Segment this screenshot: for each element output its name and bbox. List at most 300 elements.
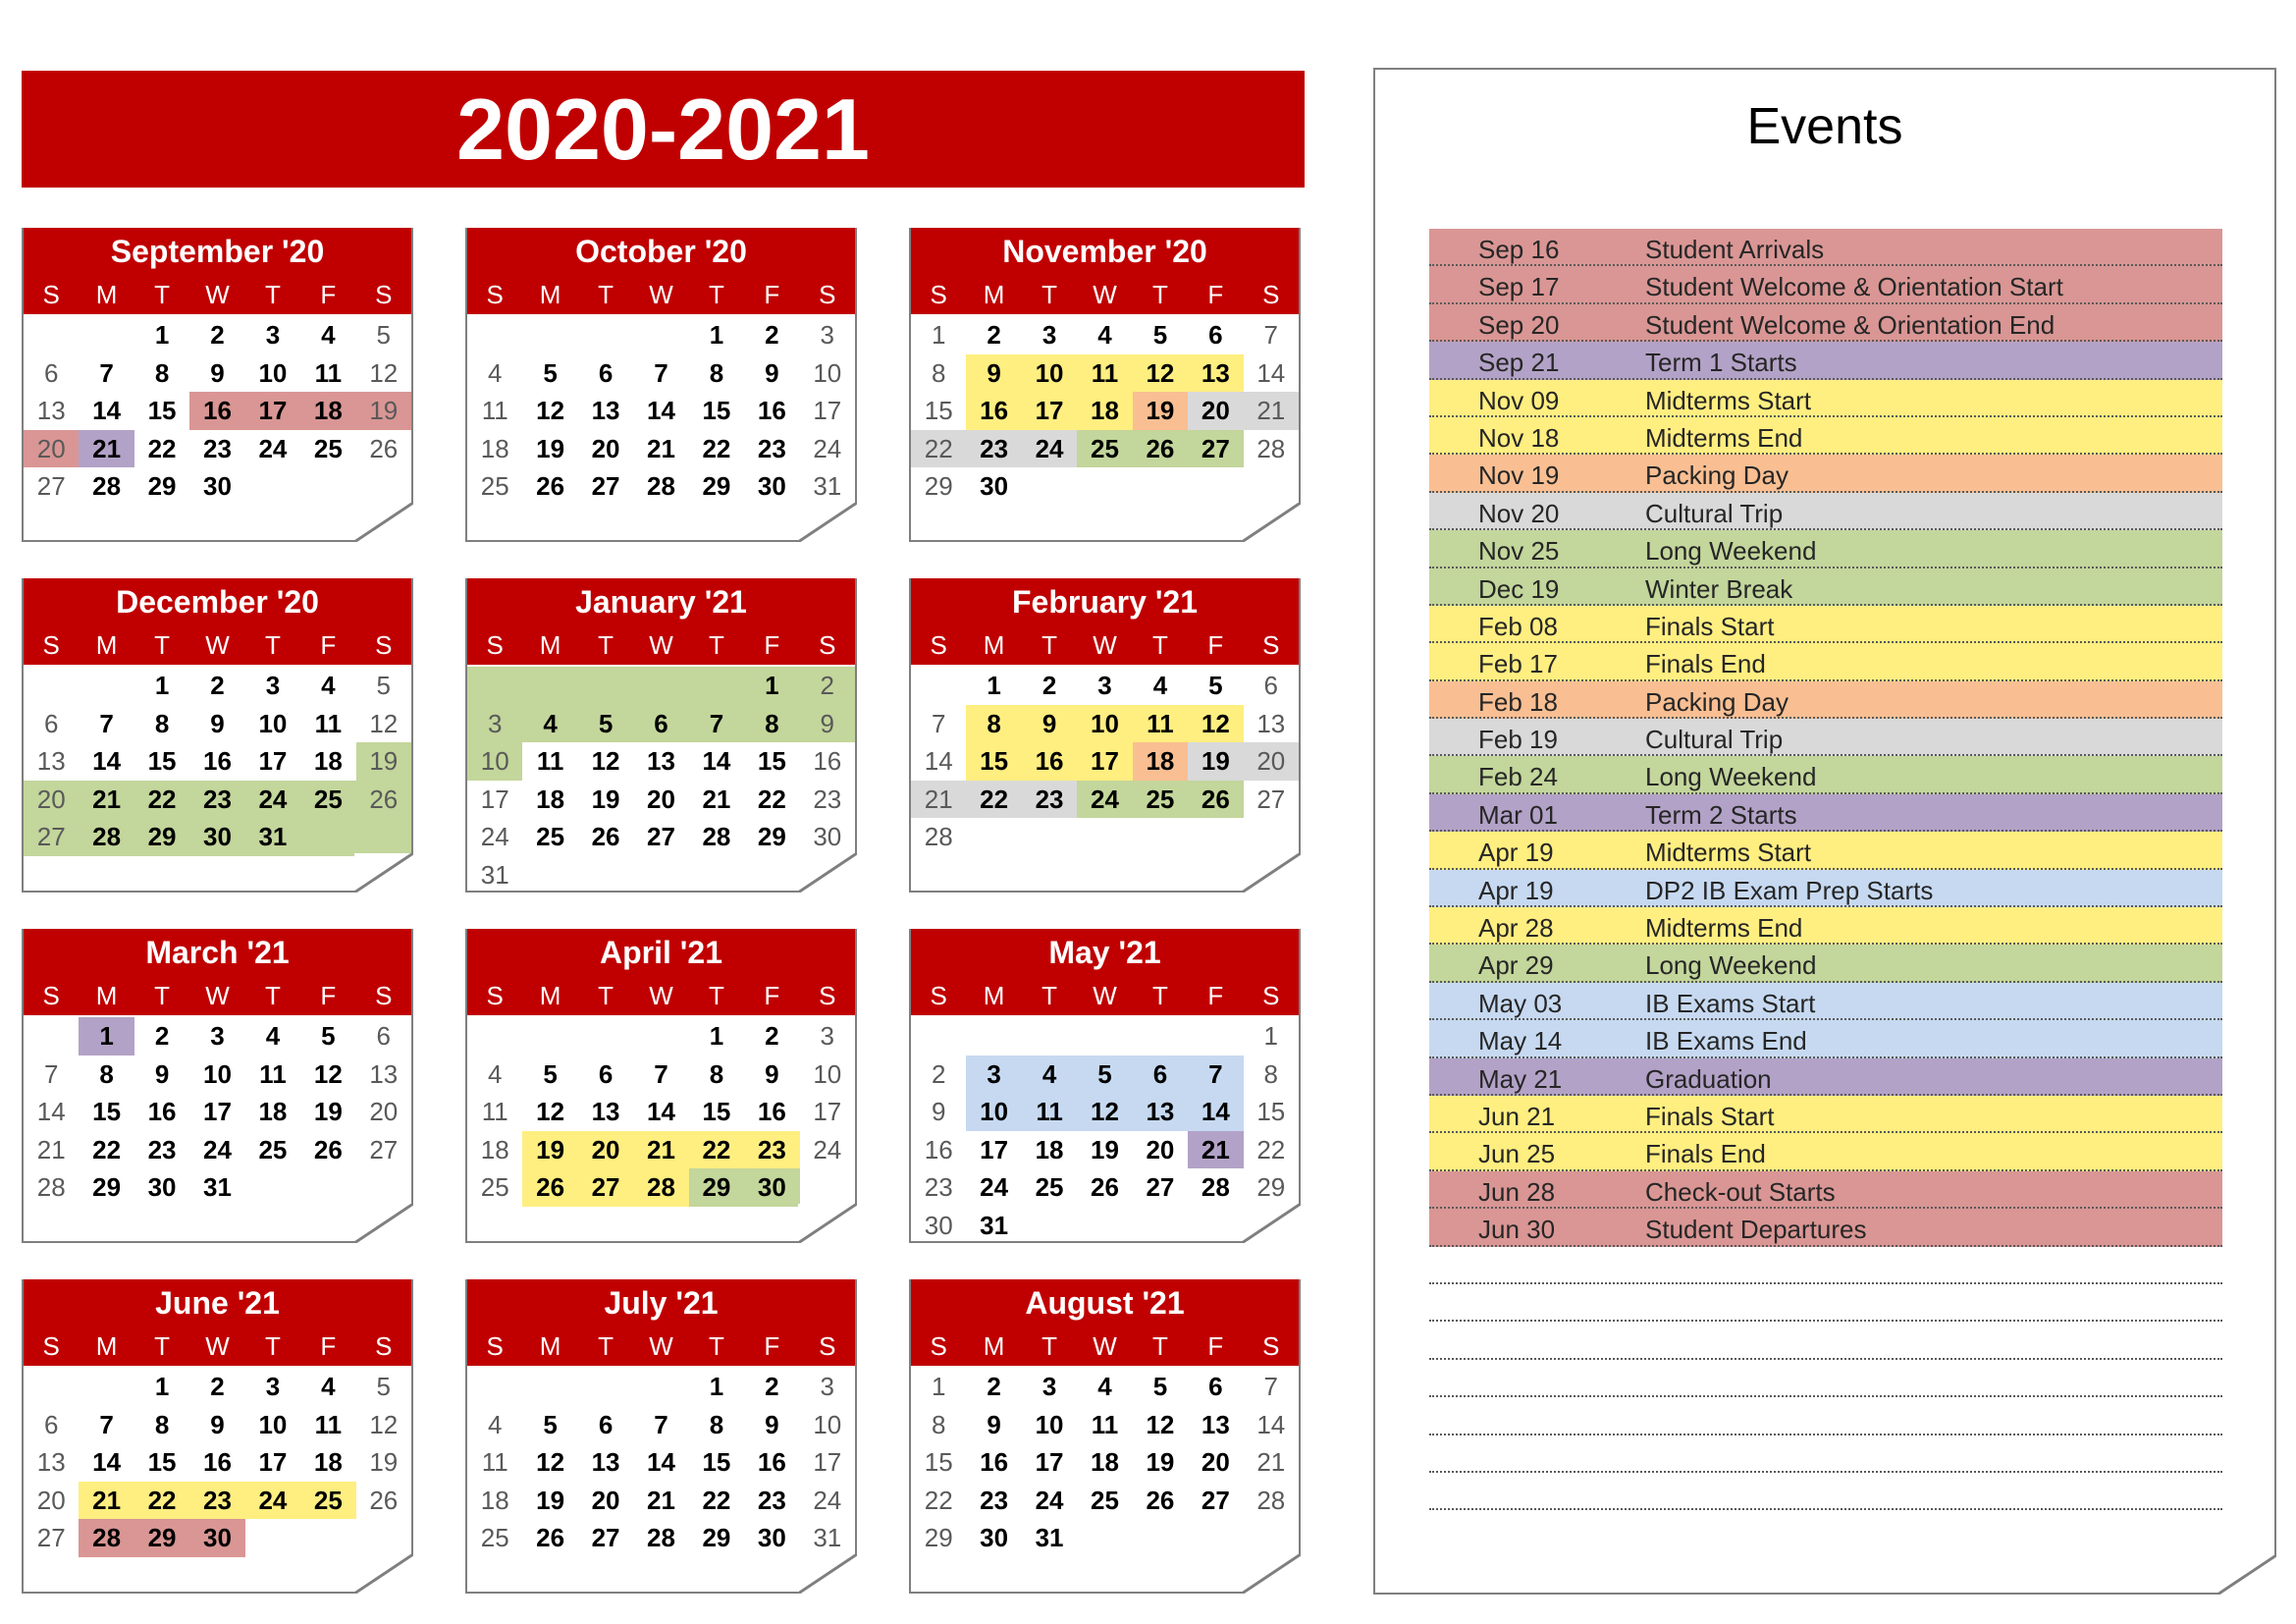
weekday-label: F xyxy=(1207,280,1224,309)
day-cell: 5 xyxy=(1152,1372,1168,1401)
day-cell: 1 xyxy=(931,1372,946,1401)
weekday-label: W xyxy=(205,630,230,660)
day-cell: 30 xyxy=(757,471,786,501)
weekday-label: S xyxy=(1262,981,1280,1010)
day-cell: 12 xyxy=(1133,354,1188,393)
day-cell: 2 xyxy=(931,1058,946,1089)
weekday-label: T xyxy=(154,1331,170,1361)
weekday-header xyxy=(911,1326,1299,1366)
day-cell: 8 xyxy=(931,357,946,388)
weekday-label: M xyxy=(539,280,561,309)
event-date: Nov 18 xyxy=(1478,422,1560,453)
event-row xyxy=(1429,794,2222,832)
day-cell: 15 xyxy=(92,1097,122,1126)
day-cell: 12 xyxy=(369,357,399,388)
day-cell: 14 xyxy=(92,396,122,425)
empty-cell xyxy=(24,316,79,354)
days-grid xyxy=(911,667,1299,856)
day-cell: 21 xyxy=(633,1131,688,1169)
day-cell: 1 xyxy=(931,320,946,350)
day-cell: 21 xyxy=(1188,1131,1243,1169)
days-grid xyxy=(911,1017,1299,1244)
day-cell: 17 xyxy=(258,1447,288,1477)
event-row xyxy=(1429,983,2222,1020)
day-cell: 2 xyxy=(765,320,779,350)
day-cell: 2 xyxy=(765,1372,779,1401)
weekday-label: F xyxy=(764,630,780,660)
day-cell: 12 xyxy=(313,1058,343,1089)
month-calendar xyxy=(465,578,857,893)
day-cell: 15 xyxy=(147,396,177,425)
event-date: Nov 20 xyxy=(1478,498,1560,528)
weekday-label: S xyxy=(1262,280,1280,309)
weekday-header xyxy=(911,275,1299,314)
weekday-label: S xyxy=(1262,1331,1280,1361)
day-cell: 11 xyxy=(481,396,508,425)
day-cell: 18 xyxy=(536,784,565,814)
month-calendar xyxy=(22,578,413,893)
event-row xyxy=(1429,530,2222,568)
day-cell: 17 xyxy=(980,1134,1009,1164)
day-cell: 22 xyxy=(911,430,966,468)
day-cell: 22 xyxy=(702,1485,731,1515)
day-cell: 4 xyxy=(487,357,503,388)
day-cell: 24 xyxy=(1077,781,1132,819)
event-name: Student Arrivals xyxy=(1645,235,1825,264)
day-cell: 21 xyxy=(702,784,731,814)
day-cell: 22 xyxy=(134,1482,189,1520)
weekday-label: S xyxy=(486,630,504,660)
days-grid xyxy=(24,316,411,506)
empty-cell xyxy=(79,316,133,354)
event-row xyxy=(1429,1133,2222,1170)
day-cell: 29 xyxy=(924,471,953,501)
day-cell: 13 xyxy=(1201,1409,1230,1439)
day-cell: 26 xyxy=(313,1134,343,1164)
day-cell: 26 xyxy=(1091,1172,1119,1202)
days-grid xyxy=(911,1368,1299,1557)
day-cell: 12 xyxy=(536,1097,565,1126)
day-cell: 16 xyxy=(966,392,1021,430)
day-cell: 18 xyxy=(1077,392,1132,430)
day-cell: 14 xyxy=(702,746,731,776)
day-cell: 26 xyxy=(369,1485,399,1515)
day-cell: 5 xyxy=(376,1372,391,1401)
day-cell: 8 xyxy=(744,705,799,743)
days-grid xyxy=(467,667,855,893)
day-cell: 1 xyxy=(154,320,170,350)
weekday-label: W xyxy=(1093,280,1117,309)
day-cell: 15 xyxy=(147,746,177,776)
day-cell: 9 xyxy=(966,354,1021,393)
day-cell: 17 xyxy=(1022,392,1077,430)
event-row xyxy=(1429,229,2222,266)
day-cell: 21 xyxy=(1256,1447,1286,1477)
day-cell: 4 xyxy=(487,1058,503,1089)
day-cell: 7 xyxy=(931,708,946,738)
weekday-label: S xyxy=(930,981,947,1010)
day-cell: 26 xyxy=(1188,781,1243,819)
day-cell: 4 xyxy=(1022,1056,1077,1094)
day-cell: 22 xyxy=(924,1485,953,1515)
events-panel xyxy=(1373,68,2276,1595)
weekday-label: T xyxy=(1151,280,1168,309)
weekday-header xyxy=(911,625,1299,665)
day-cell: 21 xyxy=(36,1134,66,1164)
day-cell: 28 xyxy=(702,822,731,851)
day-cell: 10 xyxy=(258,1409,288,1439)
day-cell: 18 xyxy=(1133,742,1188,781)
day-cell: 13 xyxy=(1133,1093,1188,1131)
day-cell: 27 xyxy=(1188,430,1243,468)
weekday-label: S xyxy=(486,1331,504,1361)
day-cell: 4 xyxy=(487,1409,503,1439)
page-fold-icon xyxy=(1242,853,1301,893)
weekday-label: S xyxy=(1262,630,1280,660)
day-cell: 30 xyxy=(813,822,842,851)
day-cell: 8 xyxy=(709,357,724,388)
weekday-label: W xyxy=(205,981,230,1010)
weekday-label: M xyxy=(539,981,561,1010)
day-cell: 6 xyxy=(376,1021,391,1051)
day-cell: 22 xyxy=(757,784,786,814)
day-cell: 27 xyxy=(24,818,79,856)
day-cell: 23 xyxy=(924,1172,953,1202)
day-cell: 27 xyxy=(647,822,675,851)
month-calendar xyxy=(465,929,857,1243)
empty-cell xyxy=(522,1017,577,1056)
event-date: Apr 19 xyxy=(1478,838,1554,868)
weekday-label: S xyxy=(375,630,393,660)
day-cell: 19 xyxy=(356,742,411,781)
weekday-label: W xyxy=(205,280,230,309)
day-cell: 27 xyxy=(1201,1485,1230,1515)
month-title: August '21 xyxy=(911,1279,1299,1326)
day-cell: 6 xyxy=(43,1409,59,1439)
day-cell: 30 xyxy=(980,1523,1009,1552)
day-cell: 22 xyxy=(689,1131,744,1169)
empty-cell xyxy=(633,1368,688,1406)
day-cell: 28 xyxy=(1201,1172,1230,1202)
days-grid xyxy=(467,1017,855,1207)
month-title: November '20 xyxy=(911,228,1299,275)
weekday-label: S xyxy=(819,630,836,660)
day-cell: 20 xyxy=(591,433,620,463)
day-cell: 19 xyxy=(1133,392,1188,430)
day-cell: 15 xyxy=(924,396,953,425)
day-cell: 1 xyxy=(154,671,170,700)
day-cell: 3 xyxy=(210,1021,225,1051)
day-cell: 21 xyxy=(911,781,966,819)
day-cell: 4 xyxy=(321,320,336,350)
event-row xyxy=(1429,342,2222,379)
month-title: June '21 xyxy=(24,1279,411,1326)
weekday-label: F xyxy=(320,630,337,660)
event-row xyxy=(1429,1020,2222,1057)
day-cell: 11 xyxy=(1077,354,1132,393)
day-cell: 16 xyxy=(757,396,786,425)
day-cell: 20 xyxy=(1244,742,1299,781)
weekday-label: T xyxy=(708,280,724,309)
day-cell: 30 xyxy=(924,1210,953,1240)
day-cell: 22 xyxy=(134,781,189,819)
days-grid xyxy=(911,316,1299,506)
day-cell: 2 xyxy=(154,1021,170,1051)
weekday-label: S xyxy=(42,1331,60,1361)
day-cell: 7 xyxy=(99,1409,114,1439)
day-cell: 30 xyxy=(189,1519,244,1557)
weekday-header xyxy=(24,625,411,665)
event-row xyxy=(1429,1058,2222,1096)
blank-event-line xyxy=(1429,1360,2222,1397)
day-cell: 26 xyxy=(536,471,565,501)
event-date: Dec 19 xyxy=(1478,573,1560,604)
day-cell: 5 xyxy=(376,320,391,350)
weekday-label: T xyxy=(264,1331,281,1361)
day-cell: 23 xyxy=(966,430,1021,468)
day-cell: 2 xyxy=(765,1021,779,1051)
weekday-label: M xyxy=(983,1331,1005,1361)
day-cell: 13 xyxy=(36,746,66,776)
blank-event-line xyxy=(1429,1284,2222,1322)
weekday-label: M xyxy=(95,981,118,1010)
day-cell: 27 xyxy=(1146,1172,1175,1202)
day-cell: 26 xyxy=(1133,430,1188,468)
day-cell: 30 xyxy=(203,471,232,501)
day-cell: 31 xyxy=(813,1523,842,1552)
day-cell: 24 xyxy=(813,433,842,463)
event-name: DP2 IB Exam Prep Starts xyxy=(1645,875,1934,905)
day-cell: 29 xyxy=(92,1172,122,1202)
day-cell: 28 xyxy=(79,1519,133,1557)
day-cell: 11 xyxy=(314,357,343,388)
day-cell: 20 xyxy=(1146,1134,1175,1164)
day-cell: 26 xyxy=(536,1523,565,1552)
event-date: Sep 20 xyxy=(1478,309,1560,340)
day-cell: 3 xyxy=(1041,1372,1057,1401)
event-row xyxy=(1429,870,2222,907)
day-cell: 7 xyxy=(1263,320,1278,350)
day-cell: 1 xyxy=(709,320,724,350)
day-cell: 24 xyxy=(258,433,288,463)
month-calendar xyxy=(465,228,857,542)
empty-cell xyxy=(300,818,355,856)
day-cell: 6 xyxy=(1208,1372,1223,1401)
day-cell: 11 xyxy=(1133,705,1188,743)
event-date: May 14 xyxy=(1478,1026,1563,1056)
day-cell: 13 xyxy=(591,1097,620,1126)
weekday-label: S xyxy=(930,280,947,309)
day-cell: 3 xyxy=(820,320,834,350)
event-name: Cultural Trip xyxy=(1645,725,1784,755)
day-cell: 7 xyxy=(689,705,744,743)
day-cell: 28 xyxy=(36,1172,66,1202)
weekday-label: F xyxy=(320,280,337,309)
day-cell: 23 xyxy=(203,433,232,463)
weekday-label: W xyxy=(649,280,673,309)
day-cell: 2 xyxy=(987,320,1001,350)
weekday-label: F xyxy=(764,1331,780,1361)
empty-cell xyxy=(1077,1017,1132,1056)
month-title: December '20 xyxy=(24,578,411,625)
weekday-label: T xyxy=(154,981,170,1010)
empty-cell xyxy=(633,316,688,354)
event-name: Student Welcome & Orientation Start xyxy=(1645,272,2063,302)
blank-event-line xyxy=(1429,1397,2222,1435)
day-cell: 29 xyxy=(702,471,731,501)
day-cell: 26 xyxy=(1146,1485,1175,1515)
day-cell: 1 xyxy=(709,1021,724,1051)
empty-cell xyxy=(578,316,633,354)
day-cell: 6 xyxy=(1208,320,1223,350)
weekday-label: W xyxy=(649,981,673,1010)
day-cell: 4 xyxy=(1152,671,1168,700)
day-cell: 9 xyxy=(800,705,855,743)
day-cell: 17 xyxy=(813,1447,842,1477)
event-date: Sep 16 xyxy=(1478,235,1560,264)
empty-cell xyxy=(522,1368,577,1406)
weekday-label: T xyxy=(1151,1331,1168,1361)
event-row xyxy=(1429,643,2222,680)
event-name: Midterms Start xyxy=(1645,385,1812,415)
day-cell: 19 xyxy=(1188,742,1243,781)
empty-cell xyxy=(633,667,688,705)
day-cell: 18 xyxy=(258,1097,288,1126)
day-cell: 3 xyxy=(1097,671,1112,700)
day-cell: 3 xyxy=(265,320,281,350)
event-name: Long Weekend xyxy=(1645,950,1817,981)
weekday-header xyxy=(24,275,411,314)
day-cell: 5 xyxy=(321,1021,336,1051)
day-cell: 2 xyxy=(800,667,855,705)
days-grid xyxy=(467,316,855,506)
weekday-label: T xyxy=(1151,981,1168,1010)
event-date: Apr 29 xyxy=(1478,950,1554,981)
month-calendar xyxy=(909,1279,1301,1594)
day-cell: 22 xyxy=(92,1134,122,1164)
page-fold-icon xyxy=(798,503,857,542)
day-cell: 10 xyxy=(1077,705,1132,743)
day-cell: 12 xyxy=(536,396,565,425)
day-cell: 27 xyxy=(578,1168,633,1207)
day-cell: 9 xyxy=(1022,705,1077,743)
weekday-label: M xyxy=(983,981,1005,1010)
day-cell: 17 xyxy=(203,1097,232,1126)
event-date: Jun 28 xyxy=(1478,1176,1556,1207)
event-row xyxy=(1429,756,2222,793)
event-name: Winter Break xyxy=(1645,573,1793,604)
weekday-label: M xyxy=(95,280,118,309)
day-cell: 20 xyxy=(36,1485,66,1515)
weekday-label: F xyxy=(320,1331,337,1361)
month-title: July '21 xyxy=(467,1279,855,1326)
weekday-label: S xyxy=(819,981,836,1010)
event-row xyxy=(1429,719,2222,756)
event-date: Jun 21 xyxy=(1478,1101,1556,1131)
weekday-label: S xyxy=(375,981,393,1010)
day-cell: 8 xyxy=(931,1409,946,1439)
event-name: Finals Start xyxy=(1645,1101,1775,1131)
empty-cell xyxy=(578,1368,633,1406)
day-cell: 16 xyxy=(757,1447,786,1477)
month-title: May '21 xyxy=(911,929,1299,976)
event-date: May 21 xyxy=(1478,1063,1563,1094)
event-row xyxy=(1429,606,2222,643)
day-cell: 30 xyxy=(757,1523,786,1552)
day-cell: 3 xyxy=(265,1372,281,1401)
event-row xyxy=(1429,304,2222,342)
month-calendar xyxy=(22,228,413,542)
day-cell: 16 xyxy=(189,392,244,430)
day-cell: 16 xyxy=(980,1447,1009,1477)
day-cell: 29 xyxy=(134,1519,189,1557)
day-cell: 3 xyxy=(265,671,281,700)
day-cell: 14 xyxy=(92,746,122,776)
day-cell: 14 xyxy=(1256,357,1286,388)
day-cell: 29 xyxy=(702,1523,731,1552)
day-cell: 31 xyxy=(245,818,300,856)
day-cell: 16 xyxy=(203,1447,232,1477)
event-name: Term 2 Starts xyxy=(1645,799,1797,830)
event-row xyxy=(1429,945,2222,982)
day-cell: 6 xyxy=(633,705,688,743)
page-fold-icon xyxy=(1242,1204,1301,1243)
weekday-header xyxy=(24,976,411,1015)
day-cell: 11 xyxy=(259,1058,287,1089)
day-cell: 23 xyxy=(189,1482,244,1520)
empty-cell xyxy=(24,667,79,705)
weekday-label: T xyxy=(708,630,724,660)
page-fold-icon xyxy=(354,503,413,542)
day-cell: 11 xyxy=(1091,1409,1119,1439)
weekday-label: M xyxy=(983,630,1005,660)
day-cell: 25 xyxy=(258,1134,288,1164)
event-date: Sep 21 xyxy=(1478,348,1560,378)
day-cell: 4 xyxy=(321,1372,336,1401)
day-cell: 28 xyxy=(647,471,675,501)
event-date: Feb 19 xyxy=(1478,725,1558,755)
weekday-label: S xyxy=(486,280,504,309)
day-cell: 21 xyxy=(647,433,675,463)
day-cell: 13 xyxy=(591,1447,620,1477)
weekday-label: M xyxy=(539,630,561,660)
day-cell: 18 xyxy=(480,1485,509,1515)
event-name: Cultural Trip xyxy=(1645,498,1784,528)
day-cell: 9 xyxy=(931,1097,946,1126)
day-cell: 23 xyxy=(189,781,244,819)
event-name: Finals End xyxy=(1645,1139,1766,1169)
event-row xyxy=(1429,832,2222,869)
day-cell: 21 xyxy=(647,1485,675,1515)
day-cell: 31 xyxy=(980,1210,1009,1240)
day-cell: 18 xyxy=(300,392,355,430)
day-cell: 26 xyxy=(522,1168,577,1207)
day-cell: 19 xyxy=(356,392,411,430)
day-cell: 6 xyxy=(1133,1056,1188,1094)
page-fold-icon xyxy=(354,853,413,893)
month-calendar xyxy=(909,929,1301,1243)
day-cell: 17 xyxy=(245,392,300,430)
day-cell: 28 xyxy=(633,1168,688,1207)
day-cell: 31 xyxy=(480,859,509,890)
event-date: Nov 09 xyxy=(1478,385,1560,415)
day-cell: 3 xyxy=(467,705,522,743)
day-cell: 8 xyxy=(709,1058,724,1089)
days-grid xyxy=(24,1017,411,1207)
event-row xyxy=(1429,1209,2222,1246)
day-cell: 25 xyxy=(300,1482,355,1520)
event-date: Feb 17 xyxy=(1478,649,1558,679)
